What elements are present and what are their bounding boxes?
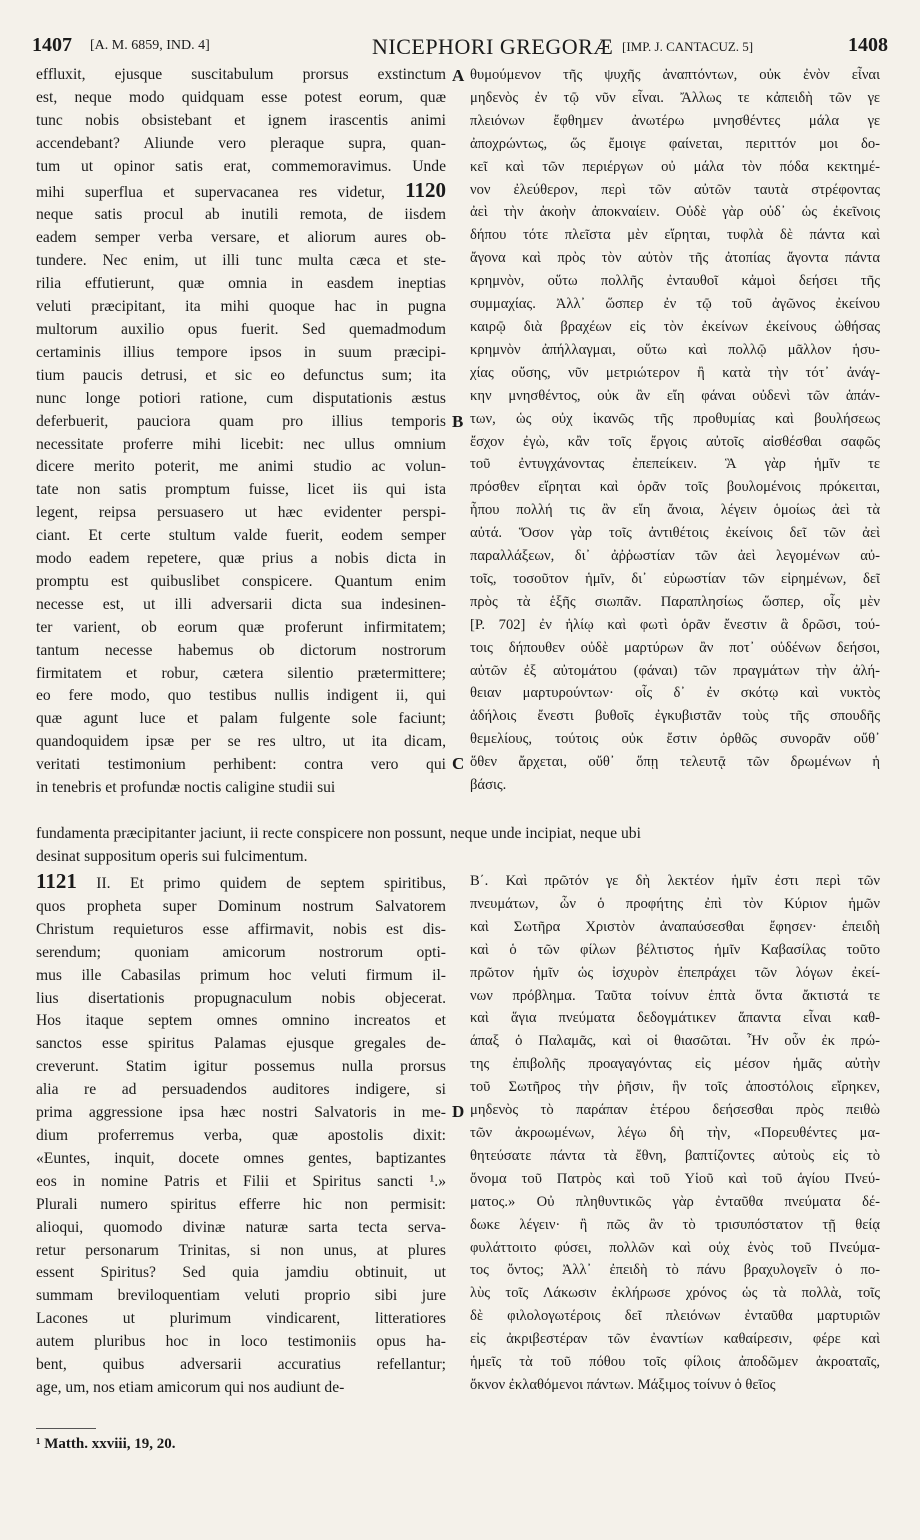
full-width-line (36, 823, 882, 869)
text-line: πνευμάτων, ὧν ὁ προφήτης ἐπὶ τὸν Κύριον ἡμῶν (470, 895, 880, 912)
text-line: serendum; quoniam amicorum nostrorum opti- (36, 943, 446, 961)
text-line: καὶ ὁ τῶν φίλων βέλτιστος ἡμῖν Καβασίλας τοῦτο (470, 941, 880, 958)
text-line: νον ἐλεύθερον, περὶ τῶν αὐτῶν ταυτὰ στρέφοντας (470, 181, 880, 198)
text-line: κην μνησθέντος, οὐκ ἂν εἴη φάναι οὐδενὶ τῶν ἁπάν- (470, 387, 880, 404)
text-line: δὲ φιλολογωτέροις δεῖ πλειόνων ἐνταῦθα μαρτυριῶν (470, 1308, 880, 1325)
footnote-rule (36, 1428, 96, 1429)
text-line: άπαξ ὁ Παλαμᾶς, καὶ οἱ θιασῶται. Ἦν οὖν ἐκ πρώ- (470, 1033, 880, 1050)
text-line: alia re ad persuadendos auditores indigere, si (36, 1081, 446, 1099)
text-line: θητεύσατε πάντα τὰ ἔθνη, βαπτίζοντες αὐτοὺς εἰς τὸ (470, 1147, 880, 1164)
text-line-body: mihi superflua et supervacanea res videtur, (36, 183, 385, 201)
text-line: eo fere modo, quo testibus nullis indigent ii, qui (36, 687, 446, 705)
text-line: age, um, nos etiam amicorum qui nos audiunt de- (36, 1378, 345, 1396)
text-line: essent Spiritus? Sed quia jamdiu obtinuit, ut (36, 1264, 446, 1282)
text-line: πρόσθεν εἴρηται καὶ ὁρᾶν τοῖς βουλομένοις πρόκειται, (470, 479, 880, 496)
text-line: in tenebris et profundæ noctis caligine studii sui (36, 779, 336, 797)
text-line: veritati testimonium perhibent: contra vero qui (36, 756, 446, 774)
text-line: Lacones ut plurimum vindicarent, litteratiores (36, 1310, 446, 1328)
text-line: tum ut opinor satis erat, commemoravimus. Unde (36, 157, 446, 175)
text-line: bent, quibus adversarii accuratius refellantur; (36, 1356, 446, 1374)
text-line: retur personarum Trinitas, si non unus, at plures (36, 1241, 446, 1259)
text-line: tunc nobis obsistebant et ignem irascentis animi (36, 111, 446, 129)
text-line: χίας οὔσης, νῦν μετριώτερον ἢ κατὰ τὴν τότ᾽ ἀνάγ- (470, 364, 880, 381)
text-line: ἧπου πολλή τις ἂν εἴη ἄνοια, λέγειν ὁμοίως ἀεὶ τὰ (470, 502, 880, 519)
text-line: εἰς ἀκριβεστέραν τῶν ἐναντίων καθαίρεσιν, φέρε καὶ (470, 1331, 880, 1348)
text-line: desinat suppositum operis sui fulcimentum. (36, 847, 308, 865)
text-line: quæ agunt luce et palam fulgente sole faciunt; (36, 710, 446, 728)
text-line: τος ὄντος; Ἀλλ᾽ ἐπειδὴ τὸ πάνυ βραχυλογεῖν ὁ πο- (470, 1262, 880, 1279)
text-line: necessitate proferre mihi licebit: nec ullus omnium (36, 435, 446, 453)
greek-column-bottom (470, 870, 880, 1397)
text-line: τοις δήπουθεν οὐδὲ μαρτύρων ἂν ποτ᾽ οὐδένων δεήσοι, (470, 639, 880, 656)
text-line: tantum necesse habemus ob dictorum nostrorum (36, 641, 446, 659)
margin-mark-a: A (452, 66, 465, 85)
text-line: λὺς τοῖς Λάκωσιν ἐκλήρωσε χρόνος ὡς τὰ πολλὰ, τοῖς (470, 1285, 880, 1302)
text-line: ὄνομα τοῦ Πατρὸς καὶ τοῦ Υἱοῦ καὶ τοῦ ἁγίου Πνεύ- (470, 1170, 880, 1187)
text-line: fundamenta præcipitanter jaciunt, ii recte conspicere non possunt, neque unde incipiat, neque ubi (36, 825, 641, 842)
text-line: eos in nomine Patris et Filii et Spiritus sancti ¹.» (36, 1172, 446, 1190)
text-line: promptu est quibuslibet conspicere. Quantum enim (36, 572, 446, 590)
text-line: συμμαχίας. Ἀλλ᾽ ὥσπερ ἐν τῷ τοῦ ἀγῶνος ἐκείνου (470, 296, 880, 313)
page-number-right: 1408 (848, 34, 888, 56)
text-line: τῶν ἀκροωμένων, λέγω δὴ τὴν, «Πορευθέντες μα- (470, 1124, 880, 1141)
greek-column-top (470, 64, 880, 797)
text-line: θειαν μαρτυρούντων· οἷς δ᾽ ἐν σκότῳ καὶ νυκτὸς (470, 685, 880, 702)
text-line: ματος.» Οὐ πληθυντικῶς γὰρ ἐνταῦθα πνεύματα δέ- (470, 1193, 880, 1210)
text-line (36, 179, 446, 205)
text-line: κεῖ καὶ τῶν περιέργων οὐ μάλα τὸν πόδα κεκτημέ- (470, 158, 880, 175)
text-line: ἀποχρώντως, ὥς ἔμοιγε φαίνεται, περιττόν μοι δο- (470, 135, 880, 152)
text-line: τοῦ Σωτῆρος τὴν ῥῆσιν, ἣν τοῖς ἀποστόλοις εἴρηκεν, (470, 1079, 880, 1096)
text-line: κρημνὸν ἀπήλλαγμαι, οὕτω καὶ πολλῷ μᾶλλον ἡσυ- (470, 341, 880, 358)
text-line: θεμελίους, τούτοις οὐκ ἔστιν ὀρθῶς συνορᾶν οὔθ᾽ (470, 731, 880, 748)
text-line: est, neque modo quidquam esse potest eorum, quæ (36, 88, 446, 106)
text-line: sanctos esse spiritus Palamas ejusque gregales de- (36, 1035, 446, 1053)
text-line: ciant. Et certe stultum valde fuerit, eodem semper (36, 527, 446, 545)
text-line: nunc longe potiori ratione, cum disputationis æstus (36, 389, 446, 407)
text-line: ὅθεν ἄρχεται, οὔθ᾽ ὅπῃ τελευτᾷ τῶν δρωμένων ἡ (470, 754, 880, 771)
text-line: certaminis illius tempore ipsos in suum præcipi- (36, 343, 446, 361)
text-line: Christum requieturos esse affirmavit, nobis est dis- (36, 920, 446, 938)
text-line: Plurali numero spiritus efferre hic non permisit: (36, 1195, 446, 1213)
text-line: αὐτά. Ὅσον γὰρ τοῖς ἀντιθέτοις ἐκείνοις δεῖ τῶν ἀεὶ (470, 525, 880, 542)
text-line: ἀδήλοις ἔνεστι βυθοῖς ἐγκυβιστᾶν τοὺς τῆς σπουδῆς (470, 708, 880, 725)
text-line: νων πρόβλημα. Ταῦτα τοίνυν ἑπτὰ ὄντα ἄκτιστά τε (470, 987, 880, 1004)
text-line: κρημνὸν, οὕτω πολλῆς ἐνταυθοῖ κἀμοὶ δεήσει τῆς (470, 273, 880, 290)
text-line: βάσις. (470, 777, 507, 794)
text-line: multorum auxilio opus fuerit. Sed quemadmodum (36, 320, 446, 338)
text-line: καὶ Σωτῆρα Χριστὸν ἀναπαύσεσθαι ἔφησεν· ἐπειδὴ (470, 918, 880, 935)
text-line: mus ille Cabasilas primum hoc veluti firmum il- (36, 966, 446, 984)
text-line: τοῦ ἐντυγχάνοντας ἐπεπείκειν. Ἃ γὰρ ἡμῖν τε (470, 456, 880, 473)
text-line: rilia effutierunt, quæ omnia in easdem ineptias (36, 275, 446, 293)
text-line: Β΄. Καὶ πρῶτόν γε δὴ λεκτέον ἡμῖν ἐστι περὶ τῶν (470, 873, 880, 889)
text-line: accendebant? Aliunde vero pleraque supra, quan- (36, 134, 446, 152)
text-line: ter varient, ob eorum quæ proferunt infirmitatem; (36, 618, 446, 636)
text-line: πρῶτον ἡμῖν ὡς ἰσχυρὸν ἐπεπράχει τῶν λόγων ἐκεί- (470, 964, 880, 981)
text-line: quos propheta super Dominum nostrum Salvatorem (36, 897, 446, 915)
text-line: ἄγονα καὶ πρὸς τὸν αὐτὸν τῆς ἀτοπίας ἄγοντα πάντα (470, 250, 880, 267)
text-line: «Euntes, inquit, docete omnes gentes, baptizantes (36, 1149, 446, 1167)
text-line: legent, reipsa persuasero ut hæc evidenter perspi- (36, 504, 446, 522)
text-line: φυλάττοιτο φύσει, πολλῶν καὶ οὐχ ἑνὸς τοῦ Πνεύμα- (470, 1239, 880, 1256)
text-line: effluxit, ejusque suscitabulum prorsus exstinctum (36, 66, 446, 83)
text-line: modo eadem repetere, quæ prius a nobis dicta in (36, 550, 446, 568)
column-marker-1120: 1120 (405, 178, 446, 202)
text-line: των, ὡς οὐχ ἱκανῶς τῆς προθυμίας καὶ βουλήσεως (470, 410, 880, 427)
latin-column-top (36, 64, 446, 800)
text-line: firmitatem et robur, cætera silentio prætermittere; (36, 664, 446, 682)
text-line: πρὸς τὰ ἑξῆς σιωπᾶν. Παραπλησίως ὥσπερ, οἷς μὲν (470, 593, 880, 610)
text-line: alioqui, quomodo divinæ naturæ sarta tecta serva- (36, 1218, 446, 1236)
text-line: summam breviloquentiam veluti proprio sibi jure (36, 1287, 446, 1305)
text-line: ἔσχον ἐγὼ, κἂν τοῖς ἔργοις αὐτοῖς αἰσθέσθαι σαφῶς (470, 433, 880, 450)
header-meta-left: [A. M. 6859, IND. 4] (90, 38, 210, 53)
text-line: necesse est, ut illi adversarii dicta sua indesinen- (36, 595, 446, 613)
margin-mark-b: B (452, 412, 464, 431)
text-line: deferbuerit, pauciora quam pro illius temporis (36, 412, 446, 430)
margin-mark-d: D (452, 1102, 465, 1121)
text-line: tate non satis promptum fuisse, licet iis qui ista (36, 481, 446, 499)
text-line: δωκε λέγειν· ἢ πῶς ἂν τὸ τρισυπόστατον τῇ θείᾳ (470, 1216, 880, 1233)
margin-mark-c: C (452, 754, 465, 773)
text-line (36, 870, 446, 896)
text-line: [P. 702] ἐν ἡλίῳ καὶ φωτὶ ὁρᾶν ἔνεστιν ἃ δρῶσι, τού- (470, 616, 880, 633)
text-line-body: II. Et primo quidem de septem spiritibus, (96, 875, 446, 892)
text-line: dicere merito poterit, me animi studio ac volun- (36, 458, 446, 476)
text-line: dium proferremus verba, quæ apostolis dixit: (36, 1126, 446, 1144)
text-line: πλειόνων ἔφθημεν ἀνωτέρω μνησθέντες μάλα γε (470, 112, 880, 129)
text-line: ἀεὶ τὴν ἀκοὴν ἀποκναίειν. Οὐδὲ γὰρ οὐδ᾽ ὡς ἐκεῖνοις (470, 204, 880, 221)
text-line: lius disertationis propugnaculum nobis objecerat. (36, 989, 446, 1007)
text-line: eadem semper verba versare, et aliorum aures ob- (36, 229, 446, 247)
header-title: NICEPHORI GREGORÆ (372, 34, 614, 59)
page-number-left: 1407 (32, 34, 72, 56)
text-line: neque satis procul ab inutili remota, de iisdem (36, 206, 446, 224)
text-line: καὶ ἅγια πνεύματα δεδογμάτικεν ἅπαντα εἶναι καθ- (470, 1010, 880, 1027)
running-header (32, 34, 888, 60)
column-marker-1121: 1121 (36, 870, 77, 893)
text-line: tundere. Nec enim, ut illi tunc multa cæca et ste- (36, 252, 446, 270)
text-line: ἡμεῖς τὰ τοῦ πόθου τοῖς φίλοις ἀποδῶμεν ἀκροαταῖς, (470, 1354, 880, 1371)
text-line: prima aggressione ipsa hæc nostri Salvatoris in me- (36, 1104, 446, 1122)
text-line: quandoquidem ipsæ per se res ultro, ut ita dicam, (36, 733, 446, 751)
text-line: τοῖς, τοσοῦτον ἡμῖν, δι᾽ εὐρωστίαν τῶν εἰρημένων, δεῖ (470, 570, 880, 587)
text-line: δήπου τότε πλεῖστα μὲν εἴρηται, τυφλὰ δὲ πάντα καὶ (470, 227, 880, 244)
text-line: της ἐπιβολῆς προαγαγόντας εἰς μέσον ἡμᾶς αὐτὴν (470, 1056, 880, 1073)
header-meta-right: [IMP. J. CANTACUZ. 5] (622, 39, 754, 54)
text-line: μηδενὸς ἐν τῷ νῦν εἶναι. Ἄλλως τε κἀπειδὴ τῶν γε (470, 89, 880, 106)
text-line: μηδενὸς τὸ παράπαν ἑτέρου δεήσεσθαι πρὸς πειθὼ (470, 1102, 880, 1119)
text-line: autem pluribus hoc in loco testimoniis opus ha- (36, 1333, 446, 1351)
text-line: Hos itaque septem omnes omnino increatos et (36, 1012, 446, 1030)
text-line: αὐτῶν ἐξ αὐτομάτου (φάναι) τῶν πραγμάτων τὴν ἀλή- (470, 662, 880, 679)
text-line: καιρῷ διὰ βραχέων εἰς τὸν ἐκείνων ἐκείνους ὠθήσας (470, 318, 880, 335)
text-line: creverunt. Statim igitur possemus nulla prorsus (36, 1058, 446, 1076)
latin-column-bottom (36, 870, 446, 1400)
footnote: ¹ Matth. xxviii, 19, 20. (36, 1436, 176, 1452)
text-line: παραλλάξεων, δι᾽ ἀῤῥωστίαν τῶν ἀεὶ λεγομένων αὐ- (470, 548, 880, 565)
text-line: tium paucis detrusi, et sic eo defunctus sum; ita (36, 366, 446, 384)
text-line: θυμούμενον τῆς ψυχῆς ἀναπτόντων, οὐκ ἐνὸν εἶναι (470, 67, 880, 83)
text-line: veluti præcipitant, ita mihi quoque hac in pugna (36, 298, 446, 316)
text-line: ὄκνον ἐκλαθόμενοι πάντων. Μάξιμος τοίνυν ὁ θεῖος (470, 1376, 776, 1393)
